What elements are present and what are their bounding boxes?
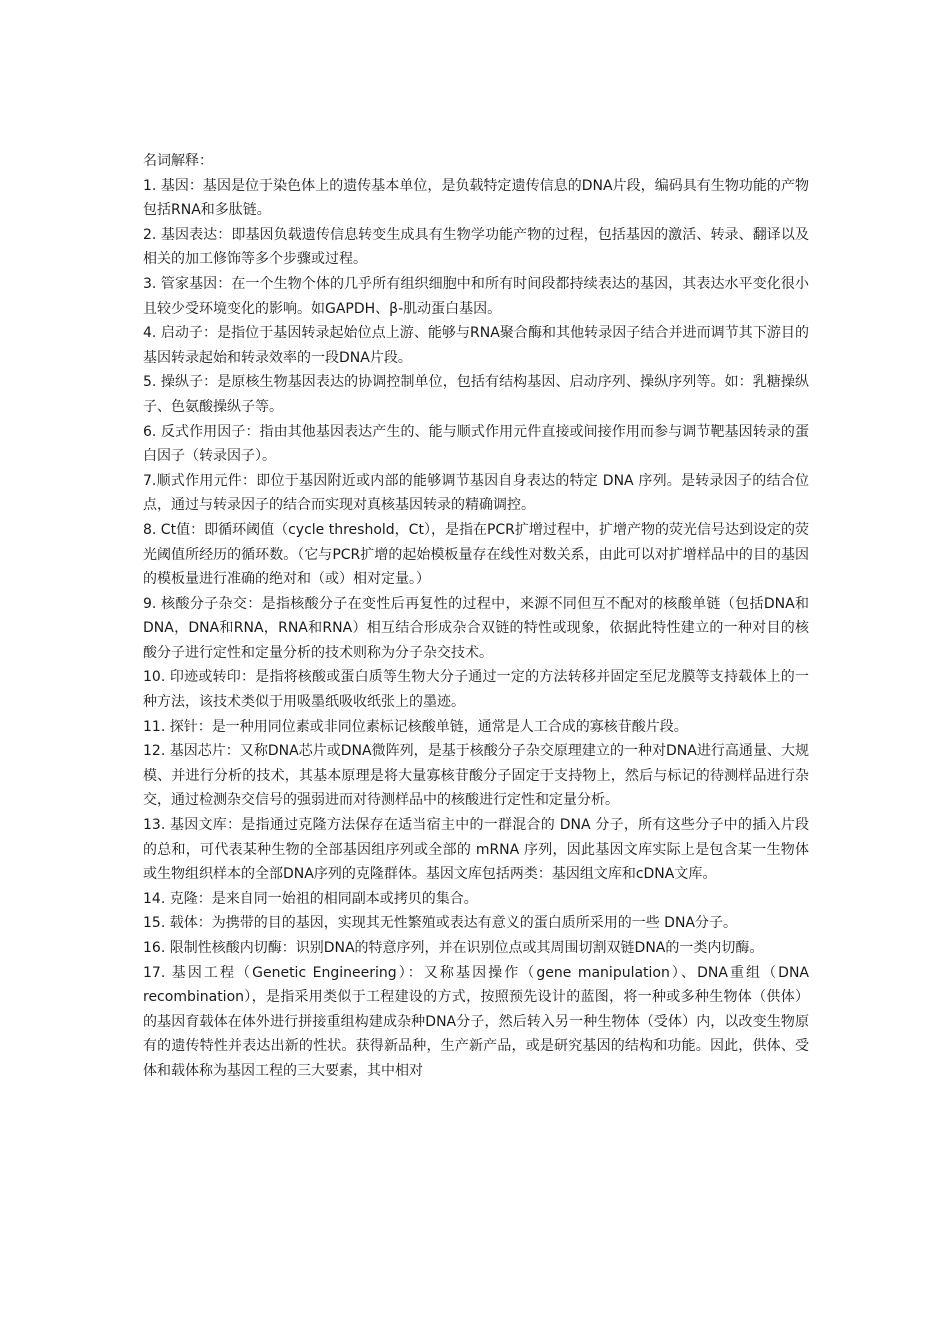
definition-promoter: 4. 启动子：是指位于基因转录起始位点上游、能够与RNA聚合酶和其他转录因子结合并进而调节其下游目的基因转录起始和转录效率的一段DNA片段。 bbox=[143, 325, 809, 366]
definition-probe: 11. 探针：是一种用同位素或非同位素标记核酸单链，通常是人工合成的寡核苷酸片段。 bbox=[143, 718, 688, 735]
definition-gene-chip: 12. 基因芯片：又称DNA芯片或DNA微阵列，是基于核酸分子杂交原理建立的一种对DNA进行高通量、大规模、并进行分析的技术，其基本原理是将大量寡核苷酸分子固定于支持物上，然后与标记的待测样品进行杂交，通过检测杂交信号的强弱进而对待测样品中的核酸进行定性和定量分析。 bbox=[143, 743, 809, 809]
definition-restriction-enzyme: 16. 限制性核酸内切酶：识别DNA的特意序列，并在识别位点或其周围切割双链DNA的一类内切酶。 bbox=[143, 940, 764, 956]
definition-vector: 15. 载体：为携带的目的基因，实现其无性繁殖或表达有意义的蛋白质所采用的一些 DNA分子。 bbox=[143, 915, 737, 932]
definition-gene-library: 13. 基因文库：是指通过克隆方法保存在适当宿主中的一群混合的 DNA 分子，所有这些分子中的插入片段的总和，可代表某种生物的全部基因组序列或全部的 mRNA 序列，因此基因文库实际上是包含某一生物体或生物组织样本的全部DNA序列的克隆群体。基因文库包括两类：基因组文库和cDNA文库。 bbox=[143, 817, 809, 883]
definition-trans-acting-factor: 6. 反式作用因子：指由其他基因表达产生的、能与顺式作用元件直接或间接作用而参与调节靶基因转录的蛋白因子（转录因子）。 bbox=[143, 423, 809, 465]
definition-housekeeping-gene: 3. 管家基因：在一个生物个体的几乎所有组织细胞中和所有时间段都持续表达的基因，其表达水平变化很小且较少受环境变化的影响。如GAPDH、β-肌动蛋白基因。 bbox=[143, 275, 809, 317]
definition-blotting: 10. 印迹或转印：是指将核酸或蛋白质等生物大分子通过一定的方法转移并固定至尼龙膜等支持载体上的一种方法，该技术类似于用吸墨纸吸收纸张上的墨迹。 bbox=[143, 669, 809, 711]
definition-genetic-engineering: 17. 基因工程（Genetic Engineering）：又称基因操作（gene manipulation）、DNA重组（DNA recombination），是指采用类似于工程建设的方式，按照预先设计的蓝图，将一种或多种生物体（供体）的基因育载体在体外进行拼接重组构建成杂种DNA分子，然后转入另一种生物体（受体）内，以改变生物原有的遗传特性并表达出新的性状。获得新品种，生产新产品，或是研究基因的结构和功能。因此，供体、受体和载体称为基因工程的三大要素，其中相对 bbox=[143, 964, 809, 1079]
document-page bbox=[143, 149, 809, 1084]
definition-ct-value: 8. Ct值：即循环阈值（cycle threshold，Ct），是指在PCR扩增过程中，扩增产物的荧光信号达到设定的荧光阈值所经历的循环数。（它与PCR扩增的起始模板量存在线性对数关系，由此可以对扩增样品中的目的基因的模板量进行准确的绝对和（或）相对定量。） bbox=[143, 521, 809, 588]
definition-gene-expression: 2. 基因表达：即基因负载遗传信息转变生成具有生物学功能产物的过程，包括基因的激活、转录、翻译以及相关的加工修饰等多个步骤或过程。 bbox=[143, 226, 809, 268]
definition-clone: 14. 克隆：是来自同一始祖的相同副本或拷贝的集合。 bbox=[143, 890, 478, 907]
document-heading: 名词解释： bbox=[143, 153, 213, 169]
definition-gene: 1. 基因：基因是位于染色体上的遗传基本单位，是负载特定遗传信息的DNA片段，编码具有生物功能的产物包括RNA和多肽链。 bbox=[143, 177, 809, 219]
definition-hybridization: 9. 核酸分子杂交：是指核酸分子在变性后再复性的过程中，来源不同但互不配对的核酸单链（包括DNA和DNA，DNA和RNA，RNA和RNA）相互结合形成杂合双链的特性或现象，依据此特性建立的一种对目的核酸分子进行定性和定量分析的技术则称为分子杂交技术。 bbox=[143, 595, 809, 661]
definition-operon: 5. 操纵子：是原核生物基因表达的协调控制单位，包括有结构基因、启动序列、操纵序列等。如：乳糖操纵子、色氨酸操纵子等。 bbox=[143, 374, 809, 415]
definition-cis-acting-element: 7.顺式作用元件：即位于基因附近或内部的能够调节基因自身表达的特定 DNA 序列。是转录因子的结合位点，通过与转录因子的结合而实现对真核基因转录的精确调控。 bbox=[143, 472, 809, 514]
